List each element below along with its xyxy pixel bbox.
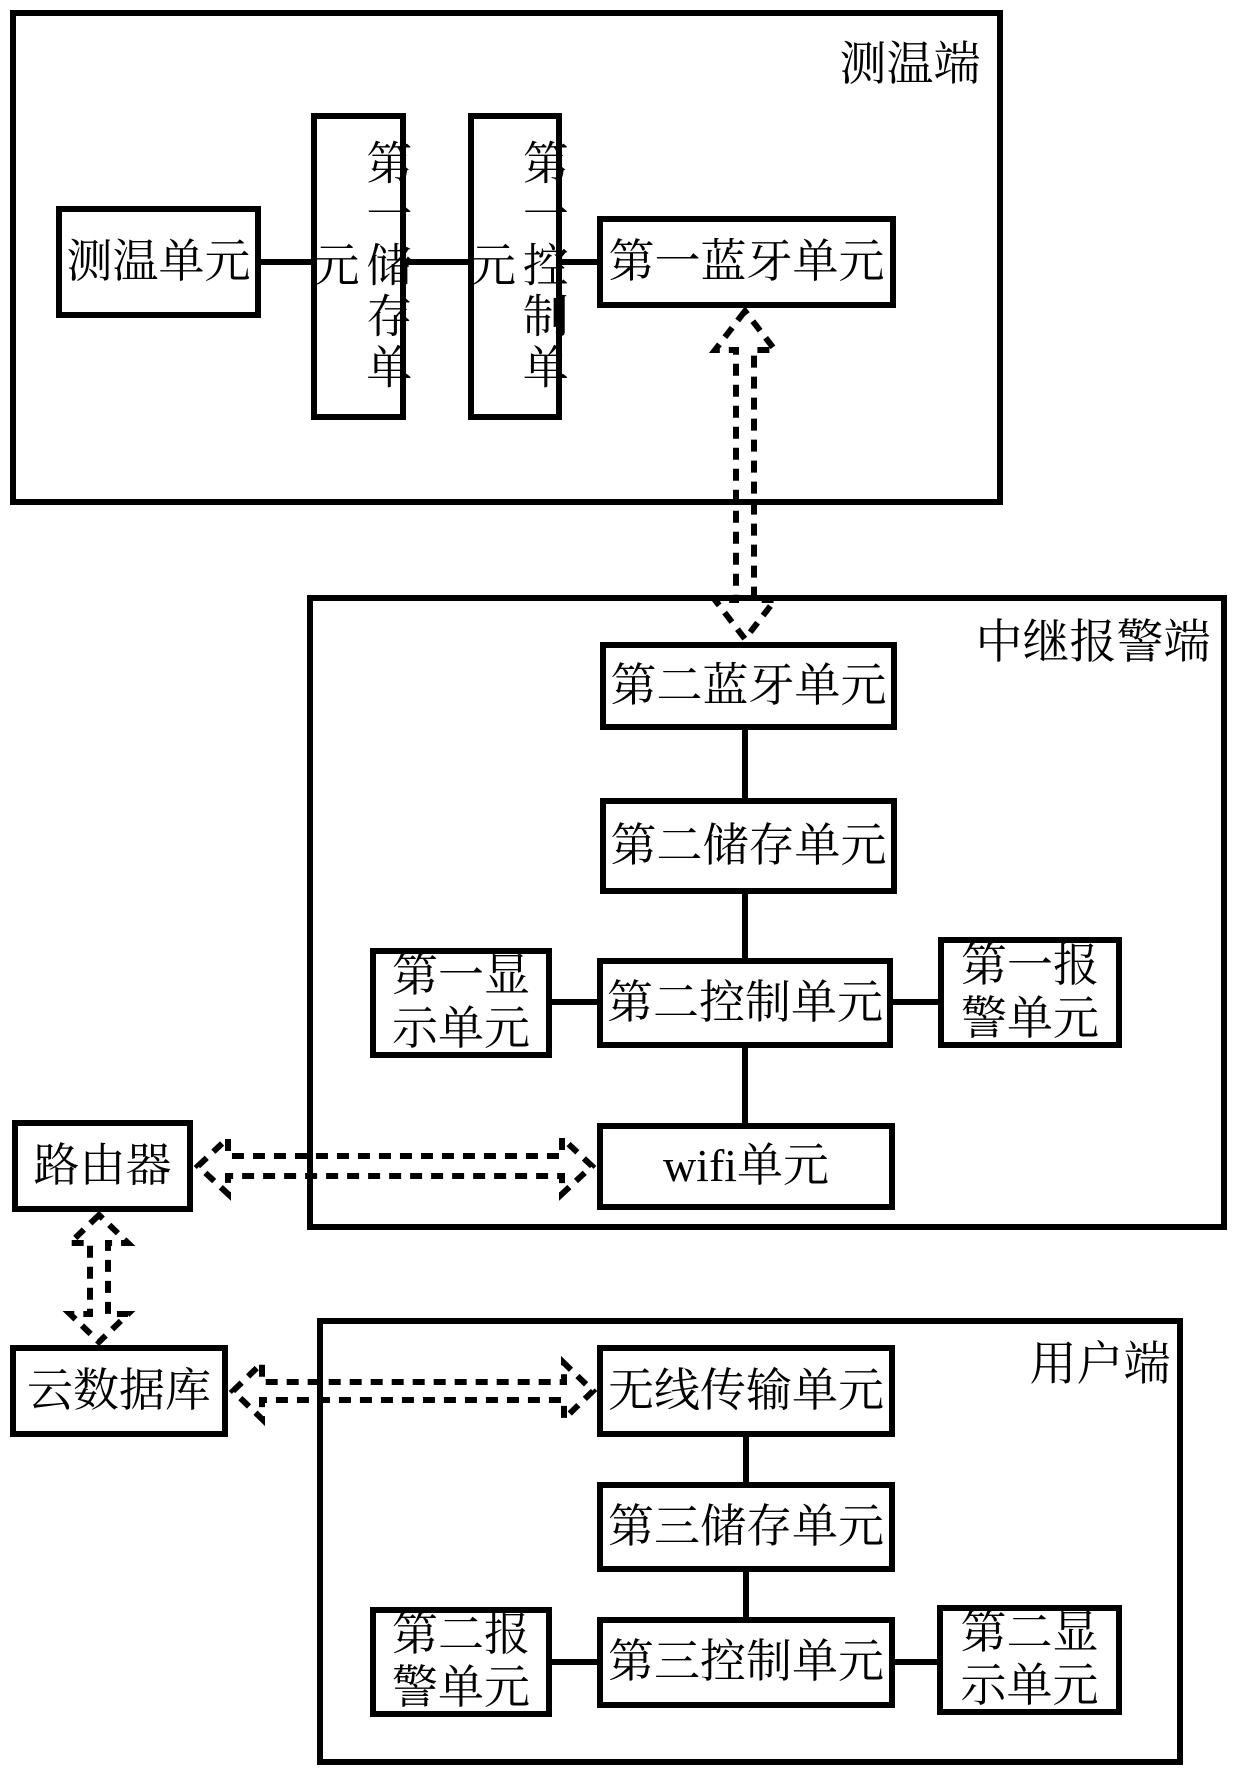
node-wifi-unit	[597, 1123, 895, 1210]
node-third-storage-unit-label: 第三储存单元	[608, 1500, 884, 1552]
node-second-display-unit-label: 第二显 示单元	[960, 1607, 1099, 1711]
node-second-control-unit-label: 第二控制单元	[607, 976, 883, 1028]
node-wifi-unit-label: wifi单元	[662, 1140, 830, 1192]
node-second-control-unit	[597, 958, 893, 1048]
node-third-control-unit-label: 第三控制单元	[608, 1636, 884, 1688]
node-second-storage-unit-label: 第二储存单元	[610, 819, 887, 871]
node-second-bluetooth-unit	[600, 642, 897, 730]
node-first-display-unit-label: 第一显 示单元	[392, 950, 530, 1054]
section-label-relay-alarm-end: 中继报警端	[975, 616, 1211, 669]
node-third-storage-unit	[597, 1482, 895, 1572]
node-wireless-transfer-unit	[597, 1345, 895, 1437]
node-wireless-transfer-unit-label: 无线传输单元	[608, 1364, 884, 1416]
node-second-display-unit	[937, 1605, 1122, 1715]
node-first-display-unit	[370, 948, 552, 1058]
node-third-control-unit	[597, 1617, 895, 1708]
node-second-bluetooth-unit-label: 第二蓝牙单元	[610, 659, 887, 711]
section-label-user-end: 用户端	[1029, 1338, 1171, 1391]
node-router	[12, 1120, 193, 1212]
node-temp-measure-unit	[56, 206, 261, 318]
node-second-storage-unit	[600, 798, 897, 894]
node-first-alarm-unit	[938, 937, 1122, 1048]
node-router-label: 路由器	[33, 1139, 172, 1191]
node-first-bluetooth-unit-label: 第一蓝牙单元	[608, 235, 885, 287]
node-second-alarm-unit	[370, 1607, 552, 1717]
node-first-control-unit-label: 第一控制单元	[464, 139, 568, 394]
node-first-bluetooth-unit	[597, 216, 896, 308]
node-first-storage-unit	[307, 113, 412, 420]
node-cloud-database	[10, 1345, 228, 1437]
section-label-temp-end: 测温端	[839, 38, 981, 91]
node-first-storage-unit-label: 第一储存单元	[307, 139, 412, 394]
node-first-alarm-unit-label: 第一报 警单元	[961, 939, 1099, 1044]
router-cloud-dashed-arrow-icon	[70, 1215, 128, 1342]
node-temp-measure-unit-label: 测温单元	[66, 235, 251, 287]
node-first-control-unit	[464, 113, 568, 420]
node-cloud-database-label: 云数据库	[27, 1364, 211, 1416]
node-second-alarm-unit-label: 第二报 警单元	[392, 1609, 530, 1713]
